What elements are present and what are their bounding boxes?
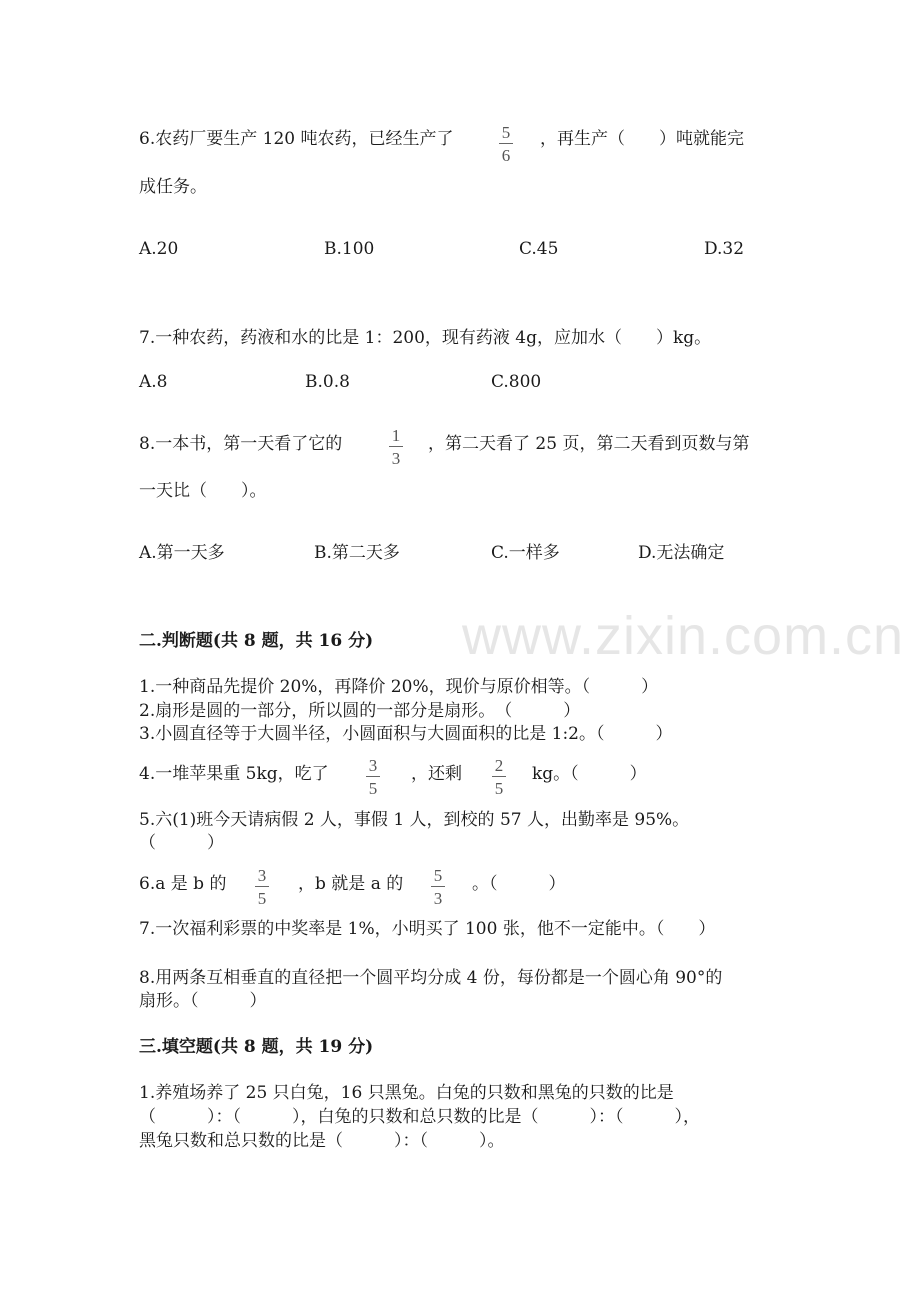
judge-item-6-part2: ，b 就是 a 的 — [298, 874, 404, 894]
q8-option-a: A.第一天多 — [139, 543, 225, 563]
fraction-denominator: 6 — [501, 146, 511, 165]
fraction-numerator: 3 — [257, 866, 267, 885]
q6-option-c: C.45 — [519, 239, 559, 259]
fraction-numerator: 3 — [368, 756, 378, 775]
q6-text-part1: 6.农药厂要生产 120 吨农药，已经生产了 — [139, 129, 454, 149]
fill-item-1-line3: 黑兔只数和总只数的比是（ ）：（ ）。 — [139, 1131, 505, 1151]
watermark: www.zixin.com.cn — [462, 606, 905, 666]
judge-item-6-fraction-2 — [431, 867, 445, 907]
judge-item-6-part3: 。（ ） — [472, 874, 566, 894]
judge-item-7: 7.一次福利彩票的中奖率是 1%，小明买了 100 张，他不一定能中。（ ） — [139, 919, 716, 939]
fraction-numerator: 5 — [501, 123, 511, 142]
fraction-bar — [492, 776, 506, 777]
q6-text-part3: 成任务。 — [139, 177, 207, 197]
judge-item-4-part1: 4.一堆苹果重 5kg，吃了 — [139, 764, 329, 784]
fill-item-1-line2: （ ）：（ ），白兔的只数和总只数的比是（ ）：（ ）， — [139, 1107, 700, 1127]
judge-item-5-line1: 5.六(1)班今天请病假 2 人，事假 1 人，到校的 57 人，出勤率是 95%。 — [139, 810, 690, 830]
fraction-denominator: 3 — [433, 889, 443, 908]
judge-item-6-part1: 6.a 是 b 的 — [139, 874, 227, 894]
q6-fraction — [499, 124, 513, 164]
judge-item-6-fraction-1 — [255, 867, 269, 907]
judge-item-3: 3.小圆直径等于大圆半径，小圆面积与大圆面积的比是 1:2。（ ） — [139, 724, 673, 744]
q6-option-a: A.20 — [139, 239, 179, 259]
fraction-bar — [389, 446, 403, 447]
judge-item-4-fraction-1 — [366, 757, 380, 797]
fraction-denominator: 5 — [257, 889, 267, 908]
q8-option-d: D.无法确定 — [638, 543, 725, 563]
q8-text-part2: ，第二天看了 25 页，第二天看到页数与第 — [428, 434, 750, 454]
judge-item-5-line2: （ ） — [139, 833, 224, 853]
fraction-denominator: 5 — [368, 779, 378, 798]
q7-option-c: C.800 — [491, 372, 542, 392]
fraction-bar — [255, 886, 269, 887]
q6-option-b: B.100 — [324, 239, 375, 259]
q7-option-b: B.0.8 — [305, 372, 350, 392]
q8-fraction — [389, 427, 403, 467]
fill-item-1-line1: 1.养殖场养了 25 只白兔，16 只黑兔。白兔的只数和黑兔的只数的比是 — [139, 1083, 674, 1103]
q7-option-a: A.8 — [139, 372, 168, 392]
q6-text-part2: ，再生产（ ）吨就能完 — [540, 129, 744, 149]
fraction-bar — [499, 143, 513, 144]
q8-option-b: B.第二天多 — [314, 543, 400, 563]
q8-option-c: C.一样多 — [491, 543, 560, 563]
judge-item-4-part2: ，还剩 — [411, 764, 462, 784]
q6-option-d: D.32 — [704, 239, 745, 259]
judge-item-8-line2: 扇形。（ ） — [139, 991, 267, 1011]
fraction-denominator: 3 — [391, 449, 401, 468]
fraction-numerator: 1 — [391, 426, 401, 445]
fraction-numerator: 5 — [433, 866, 443, 885]
judge-item-2: 2.扇形是圆的一部分，所以圆的一部分是扇形。 （ ） — [139, 701, 581, 721]
judge-item-1: 1.一种商品先提价 20%，再降价 20%，现价与原价相等。（ ） — [139, 677, 659, 697]
q8-text-part1: 8.一本书，第一天看了它的 — [139, 434, 343, 454]
fraction-bar — [431, 886, 445, 887]
judge-item-4-part3: kg。（ ） — [532, 764, 647, 784]
fraction-denominator: 5 — [494, 779, 504, 798]
q8-text-part3: 一天比（ ）。 — [139, 481, 267, 501]
judge-item-8-line1: 8.用两条互相垂直的直径把一个圆平均分成 4 份，每份都是一个圆心角 90°的 — [139, 968, 723, 988]
judge-item-4-fraction-2 — [492, 757, 506, 797]
fraction-bar — [366, 776, 380, 777]
section-2-title: 二.判断题(共 8 题，共 16 分) — [139, 631, 374, 651]
fraction-numerator: 2 — [494, 756, 504, 775]
section-3-title: 三.填空题(共 8 题，共 19 分) — [139, 1037, 374, 1057]
q7-text: 7.一种农药，药液和水的比是 1：200，现有药液 4g，应加水（ ）kg。 — [139, 328, 712, 348]
